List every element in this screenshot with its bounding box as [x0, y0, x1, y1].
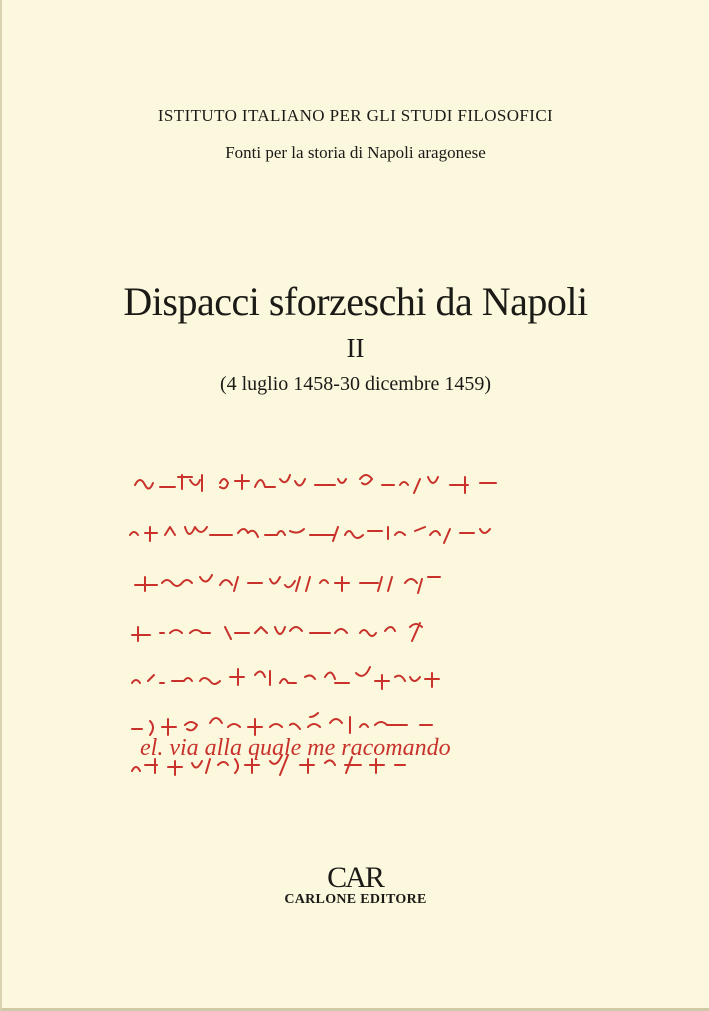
volume-number: II: [346, 333, 365, 363]
logo-lettering: CAR: [327, 861, 383, 894]
series-title: Fonti per la storia di Napoli aragonese: [225, 143, 486, 162]
date-range: (4 luglio 1458-30 dicembre 1459): [219, 373, 492, 395]
cipher-manuscript-illustration: [120, 455, 610, 785]
book-title: Dispacci sforzeschi da Napoli: [123, 279, 588, 324]
carlone-logo-icon: [320, 855, 390, 895]
institute-name: ISTITUTO ITALIANO PER GLI STUDI FILOSOFICI: [157, 106, 554, 125]
publisher-name: CARLONE EDITORE: [284, 892, 427, 907]
manuscript-last-line: el. via alla quale me racomando: [140, 735, 451, 761]
